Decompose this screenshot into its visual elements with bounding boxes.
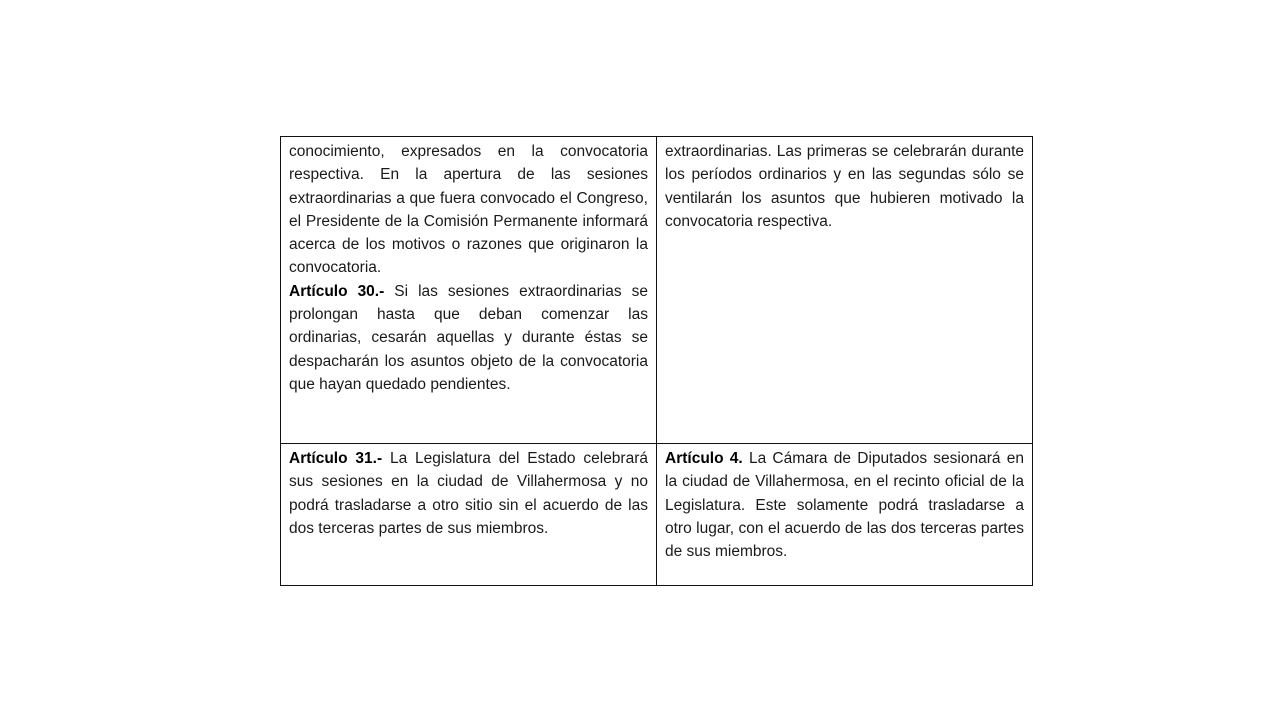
paragraph-extraordinarias: extraordinarias. Las primeras se celebrarán durante los períodos ordinarios y en las segundas sólo se ventilarán los asuntos que hubieren motivado la convocatoria respectiva. — [665, 143, 1024, 230]
paragraph-convocatoria: conocimiento, expresados en la convocatoria respectiva. En la apertura de las sesiones extraordinarias a que fuera convocado el Congreso, el Presidente de la Comisión Permanente informará acerca de los motivos o razones que originaron la convocatoria. — [289, 143, 648, 277]
cell-top-right — [657, 137, 1033, 444]
table-row — [281, 444, 1033, 586]
cell-bottom-left — [281, 444, 657, 586]
article-4-paragraph — [665, 447, 1024, 563]
comparison-table — [280, 136, 1033, 586]
article-30-paragraph — [289, 280, 648, 396]
article-31-text: La Legislatura del Estado celebrará sus sesiones en la ciudad de Villahermosa y no podrá trasladarse a otro sitio sin el acuerdo de las dos terceras partes de sus miembros. — [289, 450, 648, 537]
article-30-text: Si las sesiones extraordinarias se prolongan hasta que deban comenzar las ordinarias, cesarán aquellas y durante éstas se despacharán los asuntos objeto de la convocatoria que hayan quedado pendientes. — [289, 282, 648, 393]
table-row — [281, 137, 1033, 444]
article-31-label: Artículo 31.- — [289, 450, 383, 467]
cell-top-left — [281, 137, 657, 444]
cell-bottom-right — [657, 444, 1033, 586]
article-4-label: Artículo 4. — [665, 450, 743, 467]
article-4-text: La Cámara de Diputados sesionará en la ciudad de Villahermosa, en el recinto oficial de la Legislatura. Este solamente podrá trasladarse a otro lugar, con el acuerdo de las dos terceras partes de sus miembros. — [665, 450, 1024, 561]
article-31-paragraph — [289, 447, 648, 540]
article-30-label: Artículo 30.- — [289, 282, 385, 300]
